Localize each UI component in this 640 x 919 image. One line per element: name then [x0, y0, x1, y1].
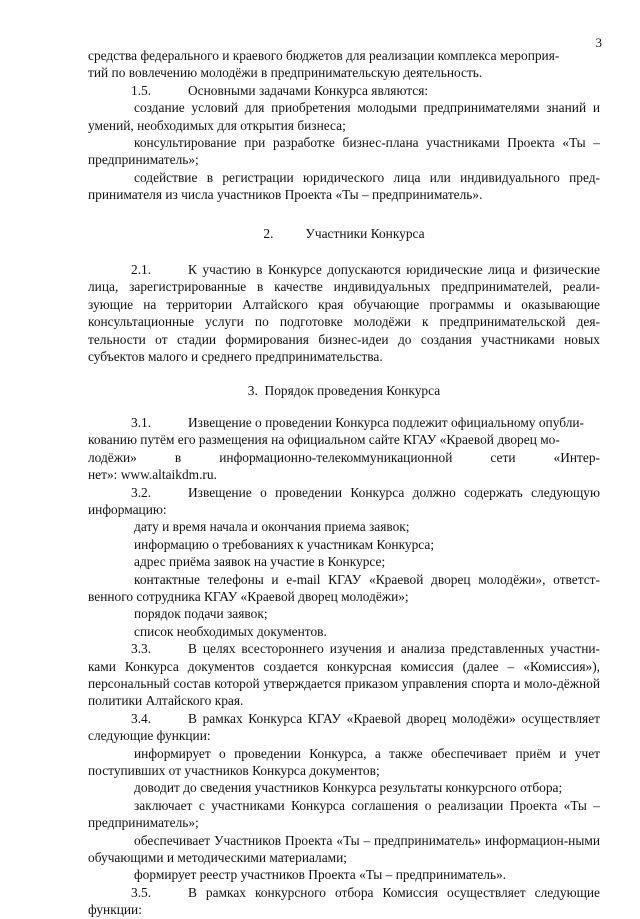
paragraph-number: 3.3. — [131, 641, 152, 657]
paragraph-3-2 — [88, 484, 600, 519]
section-3-heading — [88, 382, 600, 399]
section-title: Участники Конкурса — [305, 225, 425, 241]
paragraph-number: 2.1. — [131, 262, 152, 278]
list-item: контактные телефоны и e-mail КГАУ «Краевой дворец молодёжи», ответст-венного сотрудника КГАУ «Краевой дворец молодёжи»; — [88, 571, 600, 604]
paragraph-number: 3.5. — [131, 884, 152, 900]
section-title: Порядок проведения Конкурса — [264, 382, 441, 398]
page-number: 3 — [595, 35, 602, 50]
list-item: доводит до сведения участников Конкурса результаты конкурсного отбора; — [134, 780, 563, 796]
paragraph-number: 3.1. — [131, 414, 152, 430]
list-item: дату и время начала и окончания приема заявок; — [134, 519, 410, 535]
list-item: заключает с участниками Конкурса соглашения о реализации Проекта «Ты – предприниматель»; — [88, 797, 600, 831]
paragraph-2-1 — [88, 261, 600, 365]
list-item: консультирование при разработке бизнес-плана участниками Проекта «Ты – предприниматель»; — [88, 135, 600, 168]
word: в — [174, 449, 182, 465]
paragraph-3-1 — [88, 414, 600, 431]
paragraph-number: 1.5. — [131, 82, 152, 98]
paragraph-number: 3.2. — [131, 484, 152, 500]
paragraph-number: 3.4. — [131, 710, 152, 726]
paragraph-3-3 — [88, 640, 600, 710]
paragraph-line — [88, 449, 600, 466]
paragraph-text: Основными задачами Конкурса являются: — [188, 82, 429, 98]
paragraph-text: Извещение о проведении Конкурса должно содержать следующую информацию: — [88, 484, 600, 517]
paragraph-3-4 — [88, 710, 600, 745]
list-item: информирует о проведении Конкурса, а также обеспечивает приём и учет поступивших от участников Конкурса документов; — [88, 745, 600, 779]
list-item: создание условий для приобретения молодыми предпринимателями знаний и умений, необходимых для открытия бизнеса; — [88, 100, 600, 133]
word: сети — [490, 449, 516, 465]
list-item: список необходимых документов. — [134, 623, 327, 639]
list-item: обеспечивает Участников Проекта «Ты – предприниматель» информацион-ными обучающими и методическими материалами; — [88, 832, 600, 866]
list-item: адрес приёма заявок на участие в Конкурсе; — [134, 554, 386, 570]
document-body — [88, 47, 600, 919]
list-item: формирует реестр участников Проекта «Ты – предприниматель». — [134, 867, 507, 883]
paragraph-text: В рамках конкурсного отбора Комиссия осуществляет следующие функции: — [88, 884, 600, 918]
paragraph-line: кованию путём его размещения на официальном сайте КГАУ «Краевой дворец мо- — [88, 432, 560, 448]
section-number: 2. — [263, 225, 274, 241]
word: «Интер- — [553, 449, 600, 465]
paragraph-line: нет»: www.altaikdm.ru. — [88, 467, 217, 483]
section-2-heading — [88, 225, 600, 242]
paragraph-text: К участию в Конкурсе допускаются юридические лица и физические лица, зарегистрированные в качестве индивидуальных предпринимателей, реали-зующие на территории Алтайского края обучающие программы и оказывающие консультационные услуги по подготовке молодёжи к предпринимательской дея-тельности от стадии формирования бизнес-идеи до создания участниками новых субъектов малого и среднего предпринимательства. — [88, 262, 600, 365]
list-item: порядок подачи заявок; — [134, 606, 268, 622]
paragraph-1-5 — [88, 82, 600, 99]
intro-line: тий по вовлечению молодёжи в предпринимательскую деятельность. — [88, 65, 483, 81]
paragraph-text: Извещение о проведении Конкурса подлежит официальному опубли- — [188, 414, 585, 430]
word: лодёжи» — [88, 449, 137, 465]
paragraph-text: В целях всестороннего изучения и анализа представленных участни-ками Конкурса документов создается конкурсная комиссия (далее – «Комиссия»), персональный состав которой утверждается приказом управления спорта и моло-дёжной политики Алтайского края. — [88, 641, 600, 709]
intro-line: средства федерального и краевого бюджетов для реализации комплекса мероприя- — [88, 48, 560, 63]
list-item: информацию о требованиях к участникам Конкурса; — [134, 536, 435, 552]
paragraph-3-5 — [88, 884, 600, 919]
paragraph-text: В рамках Конкурса КГАУ «Краевой дворец молодёжи» осуществляет следующие функции: — [88, 710, 600, 744]
word: информационно-телекоммуникационной — [219, 449, 453, 465]
section-number: 3. — [247, 382, 258, 398]
list-item: содействие в регистрации юридического лица или индивидуального пред-принимателя из числа участников Проекта «Ты – предприниматель». — [88, 169, 600, 203]
